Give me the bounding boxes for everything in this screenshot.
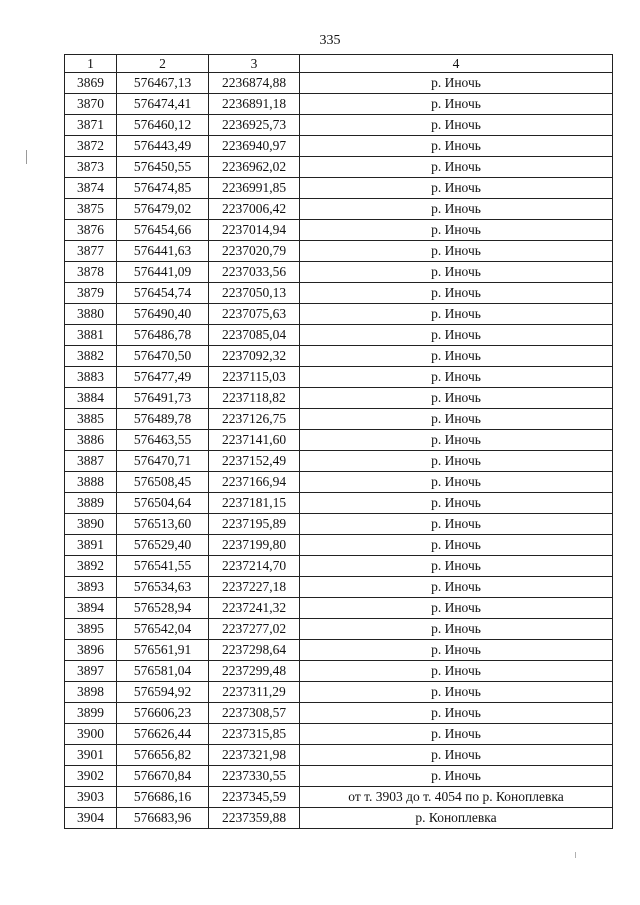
cell-y-coordinate: 2237006,42 [209, 199, 300, 220]
table-row [65, 409, 613, 430]
cell-y-coordinate: 2237330,55 [209, 766, 300, 787]
cell-description: р. Иночь [300, 724, 613, 745]
header-cell-y-coordinate: 3 [209, 55, 300, 73]
cell-description: р. Иночь [300, 388, 613, 409]
cell-description: р. Иночь [300, 745, 613, 766]
table-row [65, 535, 613, 556]
cell-y-coordinate: 2236962,02 [209, 157, 300, 178]
table-row [65, 367, 613, 388]
cell-y-coordinate: 2237195,89 [209, 514, 300, 535]
table-row [65, 472, 613, 493]
cell-x-coordinate: 576450,55 [117, 157, 209, 178]
cell-point-number: 3880 [65, 304, 117, 325]
cell-x-coordinate: 576460,12 [117, 115, 209, 136]
cell-point-number: 3900 [65, 724, 117, 745]
cell-y-coordinate: 2236874,88 [209, 73, 300, 94]
cell-x-coordinate: 576454,74 [117, 283, 209, 304]
cell-y-coordinate: 2236925,73 [209, 115, 300, 136]
table-row [65, 787, 613, 808]
cell-description: р. Иночь [300, 682, 613, 703]
cell-y-coordinate: 2237152,49 [209, 451, 300, 472]
cell-y-coordinate: 2237085,04 [209, 325, 300, 346]
cell-x-coordinate: 576441,63 [117, 241, 209, 262]
cell-y-coordinate: 2237075,63 [209, 304, 300, 325]
cell-y-coordinate: 2237126,75 [209, 409, 300, 430]
cell-description: р. Иночь [300, 262, 613, 283]
cell-description: р. Иночь [300, 598, 613, 619]
cell-description: р. Иночь [300, 220, 613, 241]
table-row [65, 178, 613, 199]
cell-point-number: 3899 [65, 703, 117, 724]
cell-description: р. Иночь [300, 661, 613, 682]
cell-point-number: 3891 [65, 535, 117, 556]
table-row [65, 430, 613, 451]
cell-description: от т. 3903 до т. 4054 по р. Коноплевка [300, 787, 613, 808]
cell-description: р. Иночь [300, 136, 613, 157]
cell-point-number: 3895 [65, 619, 117, 640]
cell-x-coordinate: 576594,92 [117, 682, 209, 703]
header-row [65, 55, 613, 73]
cell-x-coordinate: 576454,66 [117, 220, 209, 241]
cell-y-coordinate: 2237033,56 [209, 262, 300, 283]
cell-y-coordinate: 2237214,70 [209, 556, 300, 577]
cell-point-number: 3890 [65, 514, 117, 535]
cell-y-coordinate: 2237315,85 [209, 724, 300, 745]
table-row [65, 493, 613, 514]
cell-x-coordinate: 576479,02 [117, 199, 209, 220]
cell-description: р. Иночь [300, 556, 613, 577]
cell-y-coordinate: 2237298,64 [209, 640, 300, 661]
cell-y-coordinate: 2237311,29 [209, 682, 300, 703]
cell-y-coordinate: 2237181,15 [209, 493, 300, 514]
table-row [65, 703, 613, 724]
table-row [65, 388, 613, 409]
table-body [65, 73, 613, 829]
cell-point-number: 3882 [65, 346, 117, 367]
cell-y-coordinate: 2236991,85 [209, 178, 300, 199]
cell-x-coordinate: 576441,09 [117, 262, 209, 283]
cell-point-number: 3877 [65, 241, 117, 262]
scan-artifact-mark [26, 150, 27, 164]
cell-point-number: 3902 [65, 766, 117, 787]
cell-y-coordinate: 2237199,80 [209, 535, 300, 556]
cell-description: р. Иночь [300, 241, 613, 262]
table-row [65, 766, 613, 787]
cell-point-number: 3874 [65, 178, 117, 199]
cell-x-coordinate: 576504,64 [117, 493, 209, 514]
coordinates-table [64, 54, 613, 829]
cell-point-number: 3896 [65, 640, 117, 661]
cell-y-coordinate: 2237050,13 [209, 283, 300, 304]
table-header [65, 55, 613, 73]
cell-point-number: 3903 [65, 787, 117, 808]
cell-description: р. Иночь [300, 367, 613, 388]
cell-x-coordinate: 576581,04 [117, 661, 209, 682]
table-row [65, 577, 613, 598]
table-row [65, 136, 613, 157]
cell-description: р. Иночь [300, 409, 613, 430]
cell-x-coordinate: 576477,49 [117, 367, 209, 388]
cell-y-coordinate: 2237359,88 [209, 808, 300, 829]
cell-point-number: 3876 [65, 220, 117, 241]
cell-point-number: 3904 [65, 808, 117, 829]
cell-point-number: 3893 [65, 577, 117, 598]
cell-description: р. Иночь [300, 619, 613, 640]
cell-x-coordinate: 576474,41 [117, 94, 209, 115]
table-row [65, 619, 613, 640]
cell-point-number: 3870 [65, 94, 117, 115]
cell-y-coordinate: 2237308,57 [209, 703, 300, 724]
table-row [65, 640, 613, 661]
table-row [65, 115, 613, 136]
cell-point-number: 3878 [65, 262, 117, 283]
page-number: 335 [319, 33, 341, 48]
table-row [65, 451, 613, 472]
table-row [65, 724, 613, 745]
cell-x-coordinate: 576542,04 [117, 619, 209, 640]
cell-x-coordinate: 576486,78 [117, 325, 209, 346]
header-cell-description: 4 [300, 55, 613, 73]
cell-y-coordinate: 2236891,18 [209, 94, 300, 115]
table-row [65, 514, 613, 535]
cell-description: р. Иночь [300, 766, 613, 787]
cell-y-coordinate: 2237118,82 [209, 388, 300, 409]
cell-x-coordinate: 576490,40 [117, 304, 209, 325]
cell-point-number: 3873 [65, 157, 117, 178]
cell-x-coordinate: 576670,84 [117, 766, 209, 787]
cell-description: р. Иночь [300, 157, 613, 178]
table-row [65, 598, 613, 619]
cell-y-coordinate: 2236940,97 [209, 136, 300, 157]
cell-description: р. Иночь [300, 304, 613, 325]
table-row [65, 346, 613, 367]
cell-description: р. Иночь [300, 535, 613, 556]
cell-description: р. Иночь [300, 178, 613, 199]
table-row [65, 556, 613, 577]
table-row [65, 325, 613, 346]
cell-point-number: 3889 [65, 493, 117, 514]
cell-description: р. Иночь [300, 493, 613, 514]
cell-point-number: 3888 [65, 472, 117, 493]
cell-y-coordinate: 2237092,32 [209, 346, 300, 367]
cell-point-number: 3894 [65, 598, 117, 619]
cell-x-coordinate: 576474,85 [117, 178, 209, 199]
cell-x-coordinate: 576626,44 [117, 724, 209, 745]
cell-x-coordinate: 576470,50 [117, 346, 209, 367]
cell-description: р. Иночь [300, 283, 613, 304]
cell-description: р. Коноплевка [300, 808, 613, 829]
cell-x-coordinate: 576528,94 [117, 598, 209, 619]
cell-point-number: 3879 [65, 283, 117, 304]
cell-description: р. Иночь [300, 430, 613, 451]
cell-description: р. Иночь [300, 115, 613, 136]
cell-point-number: 3898 [65, 682, 117, 703]
cell-description: р. Иночь [300, 472, 613, 493]
cell-y-coordinate: 2237141,60 [209, 430, 300, 451]
cell-y-coordinate: 2237166,94 [209, 472, 300, 493]
cell-x-coordinate: 576561,91 [117, 640, 209, 661]
cell-description: р. Иночь [300, 451, 613, 472]
cell-description: р. Иночь [300, 703, 613, 724]
cell-x-coordinate: 576489,78 [117, 409, 209, 430]
table-row [65, 682, 613, 703]
cell-point-number: 3885 [65, 409, 117, 430]
cell-x-coordinate: 576656,82 [117, 745, 209, 766]
cell-x-coordinate: 576491,73 [117, 388, 209, 409]
table-row [65, 304, 613, 325]
cell-point-number: 3887 [65, 451, 117, 472]
table-row [65, 262, 613, 283]
cell-point-number: 3869 [65, 73, 117, 94]
cell-y-coordinate: 2237277,02 [209, 619, 300, 640]
cell-point-number: 3897 [65, 661, 117, 682]
cell-description: р. Иночь [300, 346, 613, 367]
table-row [65, 73, 613, 94]
cell-x-coordinate: 576470,71 [117, 451, 209, 472]
cell-point-number: 3883 [65, 367, 117, 388]
cell-y-coordinate: 2237014,94 [209, 220, 300, 241]
cell-y-coordinate: 2237299,48 [209, 661, 300, 682]
cell-point-number: 3881 [65, 325, 117, 346]
cell-point-number: 3901 [65, 745, 117, 766]
cell-x-coordinate: 576606,23 [117, 703, 209, 724]
cell-x-coordinate: 576534,63 [117, 577, 209, 598]
table-row [65, 220, 613, 241]
table-row [65, 661, 613, 682]
cell-y-coordinate: 2237227,18 [209, 577, 300, 598]
cell-x-coordinate: 576463,55 [117, 430, 209, 451]
cell-description: р. Иночь [300, 199, 613, 220]
cell-x-coordinate: 576508,45 [117, 472, 209, 493]
cell-point-number: 3884 [65, 388, 117, 409]
cell-x-coordinate: 576467,13 [117, 73, 209, 94]
cell-x-coordinate: 576529,40 [117, 535, 209, 556]
cell-y-coordinate: 2237345,59 [209, 787, 300, 808]
cell-y-coordinate: 2237115,03 [209, 367, 300, 388]
table-row [65, 283, 613, 304]
table-row [65, 745, 613, 766]
table-row [65, 241, 613, 262]
table-row [65, 199, 613, 220]
cell-y-coordinate: 2237241,32 [209, 598, 300, 619]
cell-description: р. Иночь [300, 514, 613, 535]
cell-point-number: 3875 [65, 199, 117, 220]
header-cell-point-number: 1 [65, 55, 117, 73]
cell-description: р. Иночь [300, 94, 613, 115]
scan-artifact-mark [575, 852, 576, 858]
cell-x-coordinate: 576443,49 [117, 136, 209, 157]
cell-description: р. Иночь [300, 73, 613, 94]
cell-y-coordinate: 2237321,98 [209, 745, 300, 766]
cell-point-number: 3871 [65, 115, 117, 136]
table-row [65, 157, 613, 178]
cell-y-coordinate: 2237020,79 [209, 241, 300, 262]
table-row [65, 94, 613, 115]
cell-point-number: 3872 [65, 136, 117, 157]
cell-description: р. Иночь [300, 577, 613, 598]
cell-x-coordinate: 576686,16 [117, 787, 209, 808]
cell-x-coordinate: 576513,60 [117, 514, 209, 535]
cell-description: р. Иночь [300, 640, 613, 661]
table-row [65, 808, 613, 829]
cell-point-number: 3892 [65, 556, 117, 577]
header-cell-x-coordinate: 2 [117, 55, 209, 73]
cell-x-coordinate: 576683,96 [117, 808, 209, 829]
cell-description: р. Иночь [300, 325, 613, 346]
cell-x-coordinate: 576541,55 [117, 556, 209, 577]
cell-point-number: 3886 [65, 430, 117, 451]
